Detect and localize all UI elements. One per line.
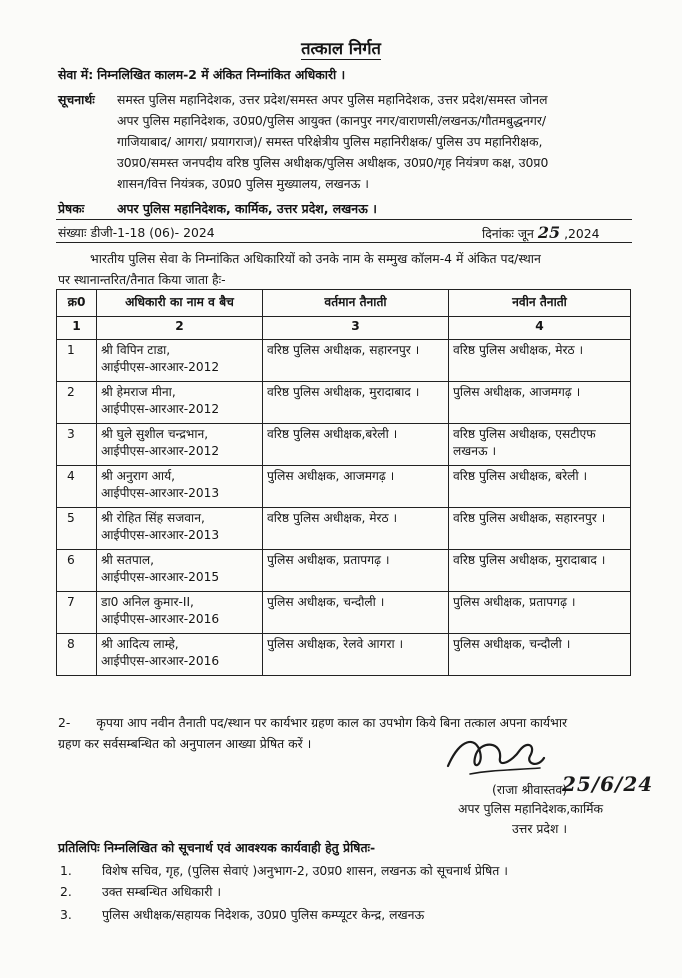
table-row — [57, 466, 631, 508]
cell-current-posting-line: वरिष्ठ पुलिस अधीक्षक, सहारनपुर । — [267, 343, 420, 357]
posting-table — [56, 289, 631, 676]
cell-new-posting — [449, 340, 631, 382]
header-officer: अधिकारी का नाम व बैच — [97, 290, 263, 317]
signatory-designation: अपर पुलिस महानिदेशक,कार्मिक — [458, 801, 604, 816]
cell-new-posting-line: पुलिस अधीक्षक, चन्दौली । — [453, 637, 571, 651]
cell-new-posting — [449, 592, 631, 634]
sender-label: प्रेषकः — [58, 201, 85, 216]
copy-item-number: 2. — [60, 884, 72, 899]
instruction-line-1 — [58, 712, 648, 733]
cell-serial — [57, 592, 97, 634]
cell-serial — [57, 340, 97, 382]
divider-top — [56, 219, 632, 220]
addressee-label: सेवा में: — [58, 67, 94, 82]
column-number: 3 — [263, 317, 449, 340]
cell-officer-line: आईपीएस-आरआर-2013 — [101, 486, 220, 500]
addressee-line — [58, 66, 345, 84]
info-block — [117, 89, 637, 194]
divider-bottom — [56, 242, 632, 243]
table-row — [57, 508, 631, 550]
cell-officer — [97, 634, 263, 676]
cell-current-posting-line: पुलिस अधीक्षक, रेलवे आगरा । — [267, 637, 404, 651]
cell-officer-line: श्री रोहित सिंह सजवान, — [101, 511, 205, 525]
intro-paragraph — [58, 248, 638, 290]
cell-serial-line: 8 — [67, 637, 75, 651]
table-row — [57, 592, 631, 634]
signatory-state: उत्तर प्रदेश । — [512, 821, 568, 836]
cell-current-posting-line: पुलिस अधीक्षक, आजमगढ़ । — [267, 469, 395, 483]
cell-new-posting-line: लखनऊ । — [453, 444, 497, 458]
cell-serial-line: 2 — [67, 385, 75, 399]
cell-serial-line: 6 — [67, 553, 75, 567]
copy-item-number: 1. — [60, 863, 72, 878]
cell-current-posting — [263, 424, 449, 466]
date-label: दिनांकः जून — [482, 226, 534, 241]
column-number-row — [57, 317, 631, 340]
cell-serial — [57, 466, 97, 508]
cell-officer-line: आईपीएस-आरआर-2016 — [101, 612, 220, 626]
copy-heading: प्रतिलिपिः निम्नलिखित को सूचनार्थ एवं आवश्यक कार्यवाही हेतु प्रेषितः- — [58, 840, 376, 855]
cell-officer — [97, 550, 263, 592]
cell-serial-line: 1 — [67, 343, 75, 357]
info-line: गाजियाबाद/ आगरा/ प्रयागराज)/ समस्त परिक्षेत्रीय पुलिस महानिरीक्षक/ पुलिस उप महानिरीक्षक, — [117, 134, 543, 149]
cell-officer — [97, 382, 263, 424]
cell-current-posting-line: वरिष्ठ पुलिस अधीक्षक,बरेली । — [267, 427, 398, 441]
info-label: सूचनार्थः — [58, 92, 95, 107]
cell-serial-line: 5 — [67, 511, 75, 525]
copy-item-text: उक्त सम्बन्धित अधिकारी । — [102, 884, 222, 899]
cell-current-posting — [263, 592, 449, 634]
column-number: 2 — [97, 317, 263, 340]
column-number: 4 — [449, 317, 631, 340]
cell-new-posting-line: पुलिस अधीक्षक, आजमगढ़ । — [453, 385, 581, 399]
column-number: 1 — [57, 317, 97, 340]
table-row — [57, 382, 631, 424]
cell-current-posting — [263, 340, 449, 382]
table-row — [57, 424, 631, 466]
table-row — [57, 340, 631, 382]
cell-current-posting-line: पुलिस अधीक्षक, चन्दौली । — [267, 595, 385, 609]
cell-officer-line: श्री विपिन टाडा, — [101, 343, 171, 357]
cell-officer-line: आईपीएस-आरआर-2015 — [101, 570, 220, 584]
header-new-posting: नवीन तैनाती — [449, 290, 631, 317]
cell-new-posting-line: वरिष्ठ पुलिस अधीक्षक, बरेली । — [453, 469, 588, 483]
cell-officer-line: आईपीएस-आरआर-2013 — [101, 528, 220, 542]
date-day-handwritten: 25 — [537, 223, 561, 242]
cell-officer — [97, 508, 263, 550]
copy-item-text: विशेष सचिव, गृह, (पुलिस सेवाएं )अनुभाग-2, उ0प्र0 शासन, लखनऊ को सूचनार्थ प्रेषित । — [102, 863, 509, 878]
cell-officer-line: श्री आदित्य लाम्हे, — [101, 637, 179, 651]
cell-officer-line: श्री सतपाल, — [101, 553, 155, 567]
cell-officer — [97, 340, 263, 382]
cell-serial — [57, 424, 97, 466]
document-title: तत्काल निर्गत — [301, 39, 381, 58]
cell-serial — [57, 508, 97, 550]
intro-line-1: भारतीय पुलिस सेवा के निम्नांकित अधिकारियों को उनके नाम के सम्मुख कॉलम-4 में अंकित पद/स्थान — [90, 251, 541, 266]
instruction-text-2: ग्रहण कर सर्वसम्बन्धित को अनुपालन आख्या प्रेषित करें । — [58, 736, 312, 751]
cell-new-posting-line: पुलिस अधीक्षक, प्रतापगढ़ । — [453, 595, 576, 609]
cell-new-posting — [449, 466, 631, 508]
instruction-number: 2- — [58, 715, 71, 730]
cell-officer — [97, 466, 263, 508]
table-header-row — [57, 290, 631, 317]
sender-text: अपर पुलिस महानिदेशक, कार्मिक, उत्तर प्रदेश, लखनऊ । — [117, 201, 377, 216]
date-year: ,2024 — [564, 226, 600, 241]
cell-current-posting — [263, 508, 449, 550]
cell-officer-line: आईपीएस-आरआर-2012 — [101, 444, 220, 458]
cell-current-posting-line: वरिष्ठ पुलिस अधीक्षक, मुरादाबाद । — [267, 385, 420, 399]
cell-serial — [57, 382, 97, 424]
reference-date — [482, 224, 600, 243]
instruction-text-1: कृपया आप नवीन तैनाती पद/स्थान पर कार्यभार ग्रहण काल का उपभोग किये बिना तत्काल अपना कार्यभार — [96, 715, 568, 730]
cell-new-posting — [449, 508, 631, 550]
cell-serial — [57, 550, 97, 592]
reference-number: संख्याः डीजी-1-18 (06)- 2024 — [58, 225, 215, 240]
cell-officer-line: श्री अनुराग आर्य, — [101, 469, 176, 483]
handwritten-date: 25/6/24 — [562, 772, 654, 796]
cell-serial — [57, 634, 97, 676]
info-line: उ0प्र0/समस्त जनपदीय वरिष्ठ पुलिस अधीक्षक/पुलिस अधीक्षक, उ0प्र0/गृह नियंत्रण कक्ष, उ0प्र0 — [117, 155, 549, 170]
cell-officer-line: आईपीएस-आरआर-2012 — [101, 360, 220, 374]
cell-serial-line: 3 — [67, 427, 75, 441]
cell-serial-line: 4 — [67, 469, 75, 483]
cell-current-posting-line: वरिष्ठ पुलिस अधीक्षक, मेरठ । — [267, 511, 398, 525]
cell-officer — [97, 424, 263, 466]
cell-officer-line: आईपीएस-आरआर-2012 — [101, 402, 220, 416]
cell-new-posting-line: वरिष्ठ पुलिस अधीक्षक, मुरादाबाद । — [453, 553, 606, 567]
cell-current-posting — [263, 550, 449, 592]
cell-current-posting — [263, 382, 449, 424]
copy-item-text: पुलिस अधीक्षक/सहायक निदेशक, उ0प्र0 पुलिस कम्प्यूटर केन्द्र, लखनऊ — [102, 907, 425, 922]
info-line: समस्त पुलिस महानिदेशक, उत्तर प्रदेश/समस्त अपर पुलिस महानिदेशक, उत्तर प्रदेश/समस्त जोनल — [117, 92, 548, 107]
cell-current-posting — [263, 466, 449, 508]
cell-new-posting-line: वरिष्ठ पुलिस अधीक्षक, सहारनपुर । — [453, 511, 606, 525]
cell-officer-line: श्री घुले सुशील चन्द्रभान, — [101, 427, 209, 441]
header-serial: क्र0 — [57, 290, 97, 317]
signatory-name: (राजा श्रीवास्तव) — [492, 782, 568, 797]
cell-new-posting-line: वरिष्ठ पुलिस अधीक्षक, मेरठ । — [453, 343, 584, 357]
info-line: शासन/वित्त नियंत्रक, उ0प्र0 पुलिस मुख्यालय, लखनऊ । — [117, 176, 369, 191]
cell-current-posting-line: पुलिस अधीक्षक, प्रतापगढ़ । — [267, 553, 390, 567]
signature-scribble — [440, 732, 550, 780]
intro-line-2: पर स्थानान्तरित/तैनात किया जाता हैः- — [58, 272, 226, 287]
cell-new-posting — [449, 424, 631, 466]
cell-new-posting — [449, 634, 631, 676]
cell-new-posting-line: वरिष्ठ पुलिस अधीक्षक, एसटीएफ — [453, 427, 596, 441]
copy-item-number: 3. — [60, 907, 72, 922]
instruction-paragraph — [58, 712, 648, 754]
addressee-text: निम्नलिखित कालम-2 में अंकित निम्नांकित अधिकारी । — [97, 67, 346, 82]
header-current-posting: वर्तमान तैनाती — [263, 290, 449, 317]
table-row — [57, 634, 631, 676]
cell-current-posting — [263, 634, 449, 676]
cell-officer-line: श्री हेमराज मीना, — [101, 385, 176, 399]
cell-serial-line: 7 — [67, 595, 75, 609]
cell-officer-line: डा0 अनिल कुमार-II, — [101, 595, 194, 609]
cell-new-posting — [449, 550, 631, 592]
cell-new-posting — [449, 382, 631, 424]
cell-officer-line: आईपीएस-आरआर-2016 — [101, 654, 220, 668]
cell-officer — [97, 592, 263, 634]
table-row — [57, 550, 631, 592]
info-line: अपर पुलिस महानिदेशक, उ0प्र0/पुलिस आयुक्त (कानपुर नगर/वाराणसी/लखनऊ/गौतमबुद्धनगर/ — [117, 113, 547, 128]
